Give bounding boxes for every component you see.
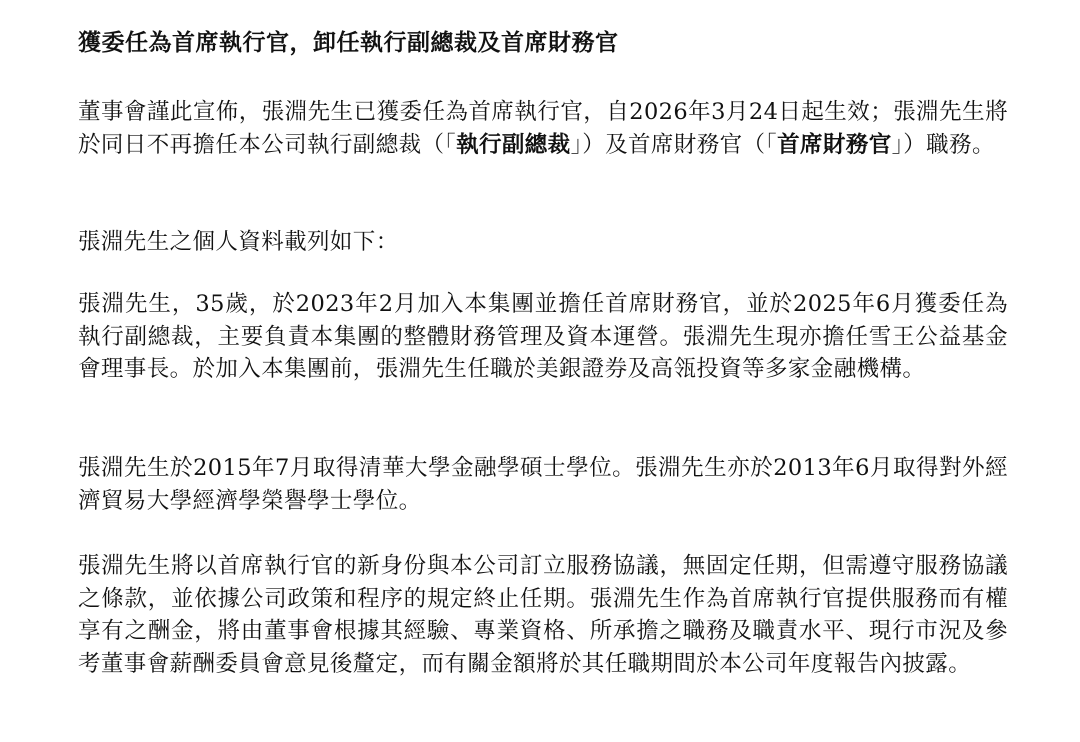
appointment-paragraph [78,96,1008,161]
service-agreement-paragraph: 張淵先生將以首席執行官的新身份與本公司訂立服務協議，無固定任期，但需遵守服務協議之條款，並依據公司政策和程序的規定終止任期。張淵先生作為首席執行官提供服務而有權享有之酬金，將由董事會根據其經驗、專業資格、所承擔之職務及職責水平、現行市況及參考董事會薪酬委員會意見後釐定，而有關金額將於其任職期間於本公司年度報告內披露。 [78,553,1008,677]
defined-term-evp: 執行副總裁 [456,131,571,158]
appointment-text-part3: 」）職務。 [891,131,995,158]
appointment-text-part1: 董事會謹此宣佈，張淵先生已獲委任為首席執行官，自2026年3月24日起生效；張淵先生將於同日不再擔任本公司執行副總裁（「 [78,99,1008,158]
announcement-document [78,28,1008,677]
education-paragraph: 張淵先生於2015年7月取得清華大學金融學碩士學位。張淵先生亦於2013年6月取得對外經濟貿易大學經濟學榮譽學士學位。 [78,455,1008,514]
profile-intro-paragraph: 張淵先生之個人資料載列如下： [78,229,399,255]
biography-paragraph: 張淵先生，35歲，於2023年2月加入本集團並擔任首席財務官，並於2025年6月獲委任為執行副總裁，主要負責本集團的整體財務管理及資本運營。張淵先生現亦擔任雪王公益基金會理事長。於加入本集團前，張淵先生任職於美銀證券及高瓴投資等多家金融機構。 [78,291,1008,382]
section-heading: 獲委任為首席執行官，卸任執行副總裁及首席財務官 [78,30,619,56]
appointment-text-part2: 」）及首席財務官（「 [570,131,778,158]
defined-term-cfo: 首席財務官 [777,131,892,158]
